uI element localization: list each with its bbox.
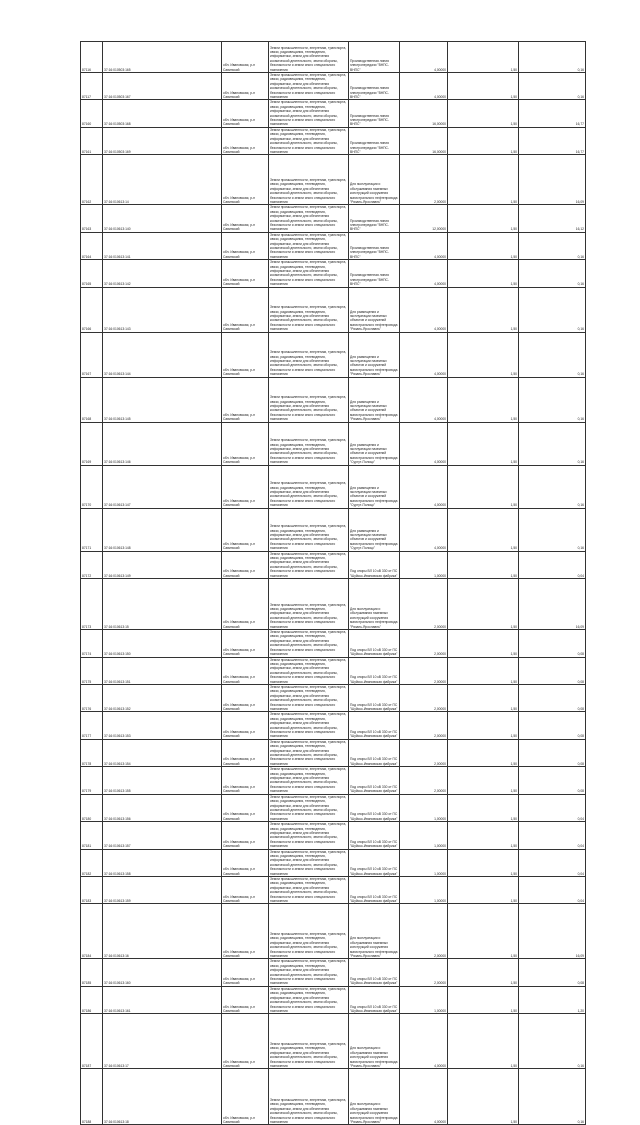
address: обл. Ивановская, р-н Савинский [222,205,269,232]
land-category: Земли промышленности, энергетики, транспорта, связи, радиовещания, телевидения, информатики, земли для обеспечения космической деятельности, земли обороны, безопасности и земли иного специального назначения [269,767,349,794]
tax-rate: 1,50 [448,712,519,739]
row-id: 87165 [81,260,103,287]
tax-amount: 16,09 [519,904,586,959]
table-row [81,579,586,630]
tax-amount: 0,04 [519,551,586,578]
tax-rate: 1,50 [448,377,519,422]
tax-amount: 16,09 [519,155,586,205]
table-row [81,712,586,739]
register-sheet [80,41,584,1125]
area-value: 1,00000 [400,794,448,821]
table-row [81,127,586,154]
tax-amount: 0,04 [519,794,586,821]
address: обл. Ивановская, р-н Савинский [222,986,269,1013]
address: обл. Ивановская, р-н Савинский [222,630,269,657]
area-value: 1,00000 [400,822,448,849]
land-category: Земли промышленности, энергетики, транспорта, связи, радиовещания, телевидения, информатики, земли для обеспечения космической деятельности, земли обороны, безопасности и земли иного специального назначения [269,508,349,551]
permitted-use: Под опоры ВЛ 10 кВ 330 от ПС "Шуйско-Ивановская фабрика" [349,822,400,849]
land-category: Земли промышленности, энергетики, транспорта, связи, радиовещания, телевидения, информатики, земли для обеспечения космической деятельности, земли обороны, безопасности и земли иного специального назначения [269,377,349,422]
permitted-use: Под опоры ВЛ 10 кВ 330 от ПС "Шуйско-Ивановская фабрика" [349,849,400,876]
tax-amount: 0,16 [519,465,586,508]
land-category: Земли промышленности, энергетики, транспорта, связи, радиовещания, телевидения, информатики, земли для обеспечения космической деятельности, земли обороны, безопасности и земли иного специального назначения [269,73,349,100]
cadastral-number: 37:16:010613:144 [103,332,222,377]
cadastral-number: 37:16:010613:155 [103,767,222,794]
permitted-use: Под опоры ВЛ 10 кВ 330 от ПС "Шуйско-Ивановская фабрика" [349,739,400,766]
cadastral-number: 37:16:010613:153 [103,712,222,739]
table-row [81,332,586,377]
area-value: 1,00000 [400,986,448,1013]
table-row [81,287,586,332]
address: обл. Ивановская, р-н Савинский [222,1014,269,1069]
area-value: 12,00000 [400,205,448,232]
land-category: Земли промышленности, энергетики, транспорта, связи, радиовещания, телевидения, информатики, земли для обеспечения космической деятельности, земли обороны, безопасности и земли иного специального назначения [269,630,349,657]
permitted-use: Под опоры ВЛ 10 кВ 330 от ПС "Шуйско-Ивановская фабрика" [349,877,400,904]
tax-rate: 1,50 [448,287,519,332]
cadastral-number: 37:16:010613:14 [103,155,222,205]
land-category: Земли промышленности, энергетики, транспорта, связи, радиовещания, телевидения, информатики, земли для обеспечения космической деятельности, земли обороны, безопасности и земли иного специального назначения [269,579,349,630]
row-id: 87176 [81,684,103,711]
land-category: Земли промышленности, энергетики, транспорта, связи, радиовещания, телевидения, информатики, земли для обеспечения космической деятельности, земли обороны, безопасности и земли иного специального назначения [269,904,349,959]
area-value: 4,00000 [400,508,448,551]
cadastral-number: 37:16:010613:15 [103,579,222,630]
table-row [81,904,586,959]
land-plots-table [80,41,586,1125]
address: обл. Ивановская, р-н Савинский [222,849,269,876]
tax-rate: 1,50 [448,205,519,232]
permitted-use: Производственная линия электропередачи "ВНПС-ВНПС" [349,260,400,287]
address: обл. Ивановская, р-н Савинский [222,712,269,739]
table-row [81,822,586,849]
address: обл. Ивановская, р-н Савинский [222,100,269,127]
area-value: 4,00000 [400,287,448,332]
area-value: 2,00000 [400,684,448,711]
area-value: 4,00000 [400,332,448,377]
land-category: Земли промышленности, энергетики, транспорта, связи, радиовещания, телевидения, информатики, земли для обеспечения космической деятельности, земли обороны, безопасности и земли иного специального назначения [269,1014,349,1069]
cadastral-number: 37:16:010613:141 [103,232,222,259]
permitted-use: Под опоры ВЛ 10 кВ 330 от ПС "Шуйско-Ивановская фабрика" [349,684,400,711]
cadastral-number: 37:16:010613:158 [103,849,222,876]
address: обл. Ивановская, р-н Савинский [222,127,269,154]
tax-rate: 1,50 [448,332,519,377]
address: обл. Ивановская, р-н Савинский [222,1069,269,1125]
land-category: Земли промышленности, энергетики, транспорта, связи, радиовещания, телевидения, информатики, земли для обеспечения космической деятельности, земли обороны, безопасности и земли иного специального назначения [269,551,349,578]
cadastral-number: 37:16:010613:150 [103,630,222,657]
address: обл. Ивановская, р-н Савинский [222,42,269,73]
land-category: Земли промышленности, энергетики, транспорта, связи, радиовещания, телевидения, информатики, земли для обеспечения космической деятельности, земли обороны, безопасности и земли иного специального назначения [269,794,349,821]
row-id: 87168 [81,377,103,422]
table-row [81,551,586,578]
permitted-use: Под опоры ВЛ 10 кВ 330 от ПС "Шуйско-Ивановская фабрика" [349,712,400,739]
area-value: 4,00000 [400,260,448,287]
tax-amount: 16,12 [519,205,586,232]
tax-amount: 0,08 [519,767,586,794]
address: обл. Ивановская, р-н Савинский [222,959,269,986]
tax-rate: 1,50 [448,986,519,1013]
area-value: 4,00000 [400,1014,448,1069]
tax-rate: 1,50 [448,579,519,630]
permitted-use: Производственная линия электропередачи "ВНПС-ВНПС" [349,42,400,73]
cadastral-number: 37:16:010613:152 [103,684,222,711]
area-value: 2,00000 [400,739,448,766]
tax-rate: 1,50 [448,42,519,73]
row-id: 87174 [81,630,103,657]
cadastral-number: 37:16:010613:145 [103,377,222,422]
tax-rate: 1,50 [448,904,519,959]
area-value: 1,00000 [400,551,448,578]
tax-rate: 1,50 [448,422,519,465]
permitted-use: Для размещения и эксплуатации наземных объектов и сооружений магистрального нефтепровода "Сургут-Полоцк" [349,508,400,551]
permitted-use: Для эксплуатации и обслуживания наземных конструкций сооружения магистрального нефтепровода "Рязань-Ярославль" [349,1014,400,1069]
row-id: 87171 [81,508,103,551]
table-row [81,684,586,711]
cadastral-number: 37:16:010613:157 [103,822,222,849]
cadastral-number: 37:16:010613:17 [103,1014,222,1069]
tax-amount: 0,16 [519,42,586,73]
row-id: 87116 [81,42,103,73]
row-id: 87163 [81,205,103,232]
address: обл. Ивановская, р-н Савинский [222,155,269,205]
table-row [81,1069,586,1125]
permitted-use: Под опоры ВЛ 10 кВ 330 от ПС "Шуйско-Ивановская фабрика" [349,657,400,684]
table-row [81,232,586,259]
row-id: 87173 [81,579,103,630]
permitted-use: Для эксплуатации и обслуживания наземных конструкций сооружения магистрального нефтепровода "Рязань-Ярославль" [349,579,400,630]
land-category: Земли промышленности, энергетики, транспорта, связи, радиовещания, телевидения, информатики, земли для обеспечения космической деятельности, земли обороны, безопасности и земли иного специального назначения [269,127,349,154]
land-category: Земли промышленности, энергетики, транспорта, связи, радиовещания, телевидения, информатики, земли для обеспечения космической деятельности, земли обороны, безопасности и земли иного специального назначения [269,42,349,73]
tax-rate: 1,50 [448,100,519,127]
area-value: 4,00000 [400,232,448,259]
area-value: 1,00000 [400,849,448,876]
address: обл. Ивановская, р-н Савинский [222,551,269,578]
tax-rate: 1,50 [448,794,519,821]
permitted-use: Для эксплуатации и обслуживания наземных конструкций сооружения магистрального нефтепровода "Рязань-Ярославль" [349,904,400,959]
address: обл. Ивановская, р-н Савинский [222,684,269,711]
land-category: Земли промышленности, энергетики, транспорта, связи, радиовещания, телевидения, информатики, земли для обеспечения космической деятельности, земли обороны, безопасности и земли иного специального назначения [269,287,349,332]
row-id: 87161 [81,127,103,154]
address: обл. Ивановская, р-н Савинский [222,739,269,766]
table-row [81,986,586,1013]
tax-amount: 0,08 [519,630,586,657]
tax-rate: 1,50 [448,155,519,205]
area-value: 4,00000 [400,377,448,422]
land-category: Земли промышленности, энергетики, транспорта, связи, радиовещания, телевидения, информатики, земли для обеспечения космической деятельности, земли обороны, безопасности и земли иного специального назначения [269,822,349,849]
cadastral-number: 37:16:010613:148 [103,508,222,551]
land-category: Земли промышленности, энергетики, транспорта, связи, радиовещания, телевидения, информатики, земли для обеспечения космической деятельности, земли обороны, безопасности и земли иного специального назначения [269,712,349,739]
address: обл. Ивановская, р-н Савинский [222,822,269,849]
address: обл. Ивановская, р-н Савинский [222,332,269,377]
tax-rate: 1,50 [448,1014,519,1069]
tax-amount: 0,16 [519,73,586,100]
land-category: Земли промышленности, энергетики, транспорта, связи, радиовещания, телевидения, информатики, земли для обеспечения космической деятельности, земли обороны, безопасности и земли иного специального назначения [269,422,349,465]
tax-rate: 1,50 [448,508,519,551]
cadastral-number: 37:16:010613:159 [103,877,222,904]
table-row [81,155,586,205]
table-row [81,877,586,904]
row-id: 87181 [81,822,103,849]
area-value: 2,00000 [400,712,448,739]
row-id: 87160 [81,100,103,127]
tax-rate: 1,50 [448,684,519,711]
table-row [81,657,586,684]
address: обл. Ивановская, р-н Савинский [222,904,269,959]
address: обл. Ивановская, р-н Савинский [222,508,269,551]
address: обл. Ивановская, р-н Савинский [222,260,269,287]
row-id: 87169 [81,422,103,465]
row-id: 87179 [81,767,103,794]
address: обл. Ивановская, р-н Савинский [222,232,269,259]
permitted-use: Под опоры ВЛ 10 кВ 330 от ПС "Шуйско-Ивановская фабрика" [349,551,400,578]
tax-amount: 0,16 [519,332,586,377]
tax-rate: 1,50 [448,465,519,508]
land-category: Земли промышленности, энергетики, транспорта, связи, радиовещания, телевидения, информатики, земли для обеспечения космической деятельности, земли обороны, безопасности и земли иного специального назначения [269,684,349,711]
address: обл. Ивановская, р-н Савинский [222,657,269,684]
area-value: 16,00000 [400,127,448,154]
permitted-use: Для размещения и эксплуатации наземных объектов и сооружений магистрального нефтепровода "Сургут-Полоцк" [349,422,400,465]
cadastral-number: 37:16:010613:16 [103,904,222,959]
tax-amount: 0,08 [519,684,586,711]
table-row [81,73,586,100]
tax-amount: 16,09 [519,579,586,630]
table-row [81,465,586,508]
tax-rate: 1,50 [448,959,519,986]
permitted-use: Производственная линия электропередачи "ВНПС-ВНПС" [349,232,400,259]
tax-rate: 1,50 [448,232,519,259]
table-row [81,377,586,422]
address: обл. Ивановская, р-н Савинский [222,579,269,630]
permitted-use: Для размещения и эксплуатации наземных объектов и сооружений магистрального нефтепровода "Рязань-Ярославль" [349,377,400,422]
row-id: 87183 [81,877,103,904]
tax-amount: 16,77 [519,127,586,154]
address: обл. Ивановская, р-н Савинский [222,794,269,821]
permitted-use: Производственная линия электропередачи "ВНПС-ВНПС" [349,127,400,154]
cadastral-number: 37:16:010503:169 [103,127,222,154]
tax-rate: 1,50 [448,877,519,904]
tax-amount: 0,16 [519,232,586,259]
tax-amount: 0,16 [519,260,586,287]
address: обл. Ивановская, р-н Савинский [222,767,269,794]
tax-rate: 1,50 [448,739,519,766]
table-row [81,508,586,551]
tax-amount: 1,20 [519,986,586,1013]
area-value: 2,00000 [400,630,448,657]
table-row [81,1014,586,1069]
row-id: 87162 [81,155,103,205]
tax-amount: 0,04 [519,849,586,876]
row-id: 87180 [81,794,103,821]
permitted-use: Под опоры ВЛ 10 кВ 330 от ПС "Шуйско-Ивановская фабрика" [349,767,400,794]
land-category: Земли промышленности, энергетики, транспорта, связи, радиовещания, телевидения, информатики, земли для обеспечения космической деятельности, земли обороны, безопасности и земли иного специального назначения [269,260,349,287]
address: обл. Ивановская, р-н Савинский [222,877,269,904]
permitted-use: Под опоры ВЛ 10 кВ 330 от ПС "Шуйско-Ивановская фабрика" [349,630,400,657]
address: обл. Ивановская, р-н Савинский [222,287,269,332]
land-category: Земли промышленности, энергетики, транспорта, связи, радиовещания, телевидения, информатики, земли для обеспечения космической деятельности, земли обороны, безопасности и земли иного специального назначения [269,986,349,1013]
area-value: 2,00000 [400,767,448,794]
permitted-use: Для эксплуатации и обслуживания наземных конструкций сооружения магистрального нефтепровода "Рязань-Ярославль" [349,1069,400,1125]
tax-amount: 0,04 [519,877,586,904]
land-category: Земли промышленности, энергетики, транспорта, связи, радиовещания, телевидения, информатики, земли для обеспечения космической деятельности, земли обороны, безопасности и земли иного специального назначения [269,332,349,377]
cadastral-number: 37:16:010613:161 [103,986,222,1013]
table-row [81,630,586,657]
permitted-use: Для размещения и эксплуатации наземных объектов и сооружений магистрального нефтепровода "Рязань-Ярославль" [349,332,400,377]
tax-amount: 0,04 [519,822,586,849]
row-id: 87182 [81,849,103,876]
area-value: 4,00000 [400,422,448,465]
row-id: 87185 [81,959,103,986]
address: обл. Ивановская, р-н Савинский [222,73,269,100]
table-body [81,42,586,1125]
cadastral-number: 37:16:010613:143 [103,287,222,332]
land-category: Земли промышленности, энергетики, транспорта, связи, радиовещания, телевидения, информатики, земли для обеспечения космической деятельности, земли обороны, безопасности и земли иного специального назначения [269,155,349,205]
area-value: 4,00000 [400,465,448,508]
table-row [81,42,586,73]
cadastral-number: 37:16:010613:154 [103,739,222,766]
cadastral-number: 37:16:010613:149 [103,551,222,578]
tax-amount: 0,16 [519,377,586,422]
area-value: 4,00000 [400,73,448,100]
cadastral-number: 37:16:010613:142 [103,260,222,287]
area-value: 2,00000 [400,959,448,986]
tax-amount: 0,16 [519,508,586,551]
land-category: Земли промышленности, энергетики, транспорта, связи, радиовещания, телевидения, информатики, земли для обеспечения космической деятельности, земли обороны, безопасности и земли иного специального назначения [269,205,349,232]
tax-amount: 16,77 [519,100,586,127]
land-category: Земли промышленности, энергетики, транспорта, связи, радиовещания, телевидения, информатики, земли для обеспечения космической деятельности, земли обороны, безопасности и земли иного специального назначения [269,959,349,986]
land-category: Земли промышленности, энергетики, транспорта, связи, радиовещания, телевидения, информатики, земли для обеспечения космической деятельности, земли обороны, безопасности и земли иного специального назначения [269,849,349,876]
land-category: Земли промышленности, энергетики, транспорта, связи, радиовещания, телевидения, информатики, земли для обеспечения космической деятельности, земли обороны, безопасности и земли иного специального назначения [269,100,349,127]
tax-amount: 0,08 [519,657,586,684]
land-category: Земли промышленности, энергетики, транспорта, связи, радиовещания, телевидения, информатики, земли для обеспечения космической деятельности, земли обороны, безопасности и земли иного специального назначения [269,232,349,259]
area-value: 16,00000 [400,100,448,127]
tax-amount: 0,08 [519,959,586,986]
land-category: Земли промышленности, энергетики, транспорта, связи, радиовещания, телевидения, информатики, земли для обеспечения космической деятельности, земли обороны, безопасности и земли иного специального назначения [269,739,349,766]
area-value: 2,00000 [400,904,448,959]
tax-rate: 1,50 [448,127,519,154]
table-row [81,205,586,232]
area-value: 1,00000 [400,877,448,904]
tax-rate: 1,50 [448,657,519,684]
cadastral-number: 37:16:010613:160 [103,959,222,986]
row-id: 87175 [81,657,103,684]
tax-rate: 1,50 [448,767,519,794]
tax-rate: 1,50 [448,630,519,657]
tax-rate: 1,50 [448,849,519,876]
cadastral-number: 37:16:010613:156 [103,794,222,821]
area-value: 4,00000 [400,1069,448,1125]
tax-amount: 0,16 [519,1014,586,1069]
address: обл. Ивановская, р-н Савинский [222,422,269,465]
land-category: Земли промышленности, энергетики, транспорта, связи, радиовещания, телевидения, информатики, земли для обеспечения космической деятельности, земли обороны, безопасности и земли иного специального назначения [269,877,349,904]
row-id: 87186 [81,986,103,1013]
tax-amount: 0,08 [519,739,586,766]
area-value: 2,00000 [400,155,448,205]
cadastral-number: 37:16:010503:168 [103,100,222,127]
tax-amount: 0,16 [519,287,586,332]
tax-amount: 0,16 [519,1069,586,1125]
row-id: 87166 [81,287,103,332]
row-id: 87117 [81,73,103,100]
permitted-use: Производственная линия электропередачи "ВНПС-ВНПС" [349,205,400,232]
cadastral-number: 37:16:010613:140 [103,205,222,232]
permitted-use: Производственная линия электропередачи "ВНПС-ВНПС" [349,100,400,127]
permitted-use: Под опоры ВЛ 10 кВ 330 от ПС "Шуйско-Ивановская фабрика" [349,794,400,821]
land-category: Земли промышленности, энергетики, транспорта, связи, радиовещания, телевидения, информатики, земли для обеспечения космической деятельности, земли обороны, безопасности и земли иного специального назначения [269,657,349,684]
row-id: 87170 [81,465,103,508]
table-row [81,849,586,876]
land-category: Земли промышленности, энергетики, транспорта, связи, радиовещания, телевидения, информатики, земли для обеспечения космической деятельности, земли обороны, безопасности и земли иного специального назначения [269,1069,349,1125]
area-value: 4,00000 [400,42,448,73]
row-id: 87187 [81,1014,103,1069]
permitted-use: Под опоры ВЛ 10 кВ 330 от ПС "Шуйско-Ивановская фабрика" [349,986,400,1013]
tax-rate: 1,50 [448,551,519,578]
tax-rate: 1,50 [448,260,519,287]
address: обл. Ивановская, р-н Савинский [222,465,269,508]
row-id: 87167 [81,332,103,377]
table-row [81,260,586,287]
tax-rate: 1,50 [448,1069,519,1125]
row-id: 87177 [81,712,103,739]
tax-amount: 0,08 [519,712,586,739]
cadastral-number: 37:16:010613:18 [103,1069,222,1125]
table-row [81,767,586,794]
cadastral-number: 37:16:010613:151 [103,657,222,684]
row-id: 87184 [81,904,103,959]
row-id: 87188 [81,1069,103,1125]
tax-rate: 1,50 [448,73,519,100]
table-row [81,794,586,821]
cadastral-number: 37:16:010613:146 [103,422,222,465]
permitted-use: Для размещения и эксплуатации наземных объектов и сооружений магистрального нефтепровода "Рязань-Ярославль" [349,287,400,332]
permitted-use: Под опоры ВЛ 10 кВ 330 от ПС "Шуйско-Ивановская фабрика" [349,959,400,986]
tax-amount: 0,16 [519,422,586,465]
cadastral-number: 37:16:010503:165 [103,42,222,73]
cadastral-number: 37:16:010613:147 [103,465,222,508]
table-row [81,422,586,465]
row-id: 87178 [81,739,103,766]
area-value: 2,00000 [400,579,448,630]
cadastral-number: 37:16:010503:167 [103,73,222,100]
row-id: 87164 [81,232,103,259]
permitted-use: Для эксплуатации и обслуживания наземных конструкций сооружения магистрального нефтепровода "Рязань-Ярославль" [349,155,400,205]
land-category: Земли промышленности, энергетики, транспорта, связи, радиовещания, телевидения, информатики, земли для обеспечения космической деятельности, земли обороны, безопасности и земли иного специального назначения [269,465,349,508]
area-value: 2,00000 [400,657,448,684]
table-row [81,739,586,766]
table-row [81,100,586,127]
table-row [81,959,586,986]
permitted-use: Для размещения и эксплуатации наземных объектов и сооружений магистрального нефтепровода "Сургут-Полоцк" [349,465,400,508]
row-id: 87172 [81,551,103,578]
permitted-use: Производственная линия электропередачи "ВНПС-ВНПС" [349,73,400,100]
address: обл. Ивановская, р-н Савинский [222,377,269,422]
tax-rate: 1,50 [448,822,519,849]
